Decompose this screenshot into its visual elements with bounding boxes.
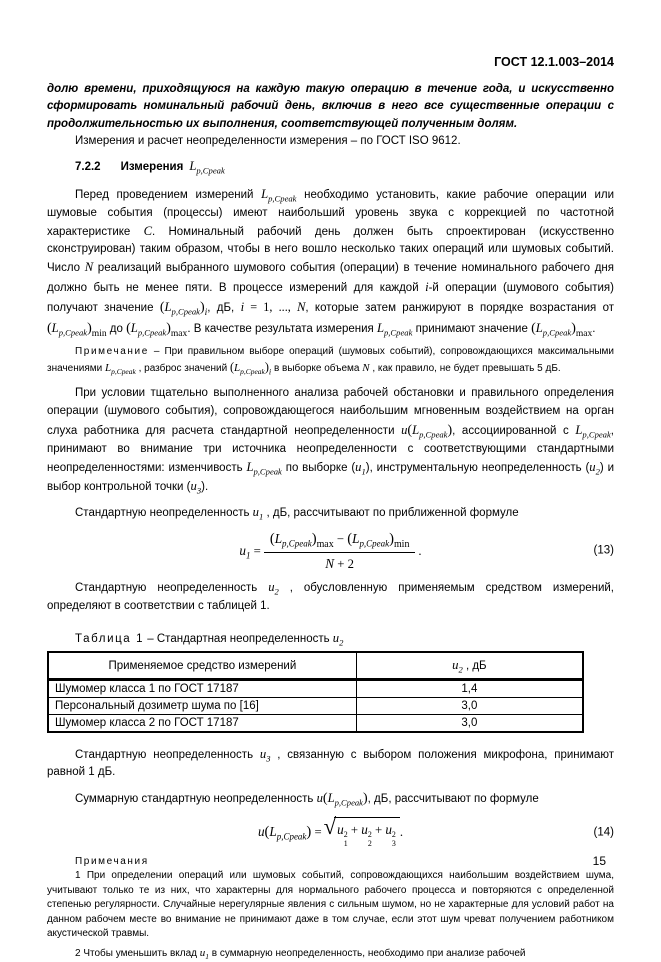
formula-14-lhs: $u(L_{p,Cpeak})$ =	[257, 824, 322, 842]
paragraph-measurement-reference: Измерения и расчет неопределенности измерения – по ГОСТ ISO 9612.	[75, 134, 461, 147]
radical-sign: √	[323, 813, 337, 839]
table-header-u2: $u_2$ , дБ	[356, 652, 583, 680]
formula-13-lhs: $u_1$ =	[239, 543, 261, 561]
note-2: 2 Чтобы уменьшить вклад $u_1$ в суммарную неопределенность, необходимо при анализе рабочей	[75, 946, 526, 961]
table-cell-device: Персональный дозиметр шума по [16]	[48, 698, 356, 715]
uncertainty-table	[47, 651, 584, 733]
square-root	[323, 813, 400, 849]
formula-13-fraction	[264, 530, 416, 573]
table-row	[48, 715, 583, 733]
table-header-device: Применяемое средство измерений	[48, 652, 356, 680]
paragraph-uncertainty-sources: При условии тщательно выполненного анализа рабочей обстановки и правильного определения операции (шумового события), сопровождающегося наибольшим мгновенным воздействием на орган слуха работника для расчета стандартной неопределенности $u(L_{p,Cpeak})$, ассоциированной с $L_{p,Cpeak}$, принимают во внимание три источника неопределенности с соответствующими стандартными неопределенностями: изменчивость $L_{p,Cpeak}$ по выборке $(u_1)$, инструментальную неопределенность $(u_2)$ и выбор контрольной точки $(u_3)$.	[47, 387, 614, 496]
fraction-denominator: N + 2	[325, 555, 354, 571]
formula-14-number: (14)	[593, 826, 614, 839]
paragraph-intro-continuation: долю времени, приходящуюся на каждую такую операцию в течение года, и искусственно сформировать номинальный рабочий день, включив в него все существенные операции с продолжительностью их выполнения, соответствующей полученным долям.	[47, 83, 614, 130]
table-row	[48, 680, 583, 698]
table-header-row	[48, 652, 583, 680]
table-row	[48, 698, 583, 715]
paragraph-std-uncertainty-u3: Стандартную неопределенность $u_3$ , связанную с выбором положения микрофона, принимают равной 1 дБ.	[47, 747, 614, 779]
paragraph-std-uncertainty-u2: Стандартную неопределенность $u_2$ , обусловленную применяемым средством измерений, определяют в соответствии с таблицей 1.	[47, 580, 615, 612]
paragraph-std-uncertainty-u1: Стандартную неопределенность $u_1$ , дБ, рассчитывают по приближенной формуле	[75, 504, 519, 522]
table-cell-value: 1,4	[356, 680, 583, 698]
document-header-title: ГОСТ 12.1.003–2014	[494, 55, 614, 69]
formula-14-equation	[257, 813, 404, 849]
table-caption: Таблица 1 – Стандартная неопределенность $u_2$	[75, 630, 344, 648]
notes-heading: Примечания	[75, 855, 149, 867]
table-cell-value: 3,0	[356, 715, 583, 733]
paragraph-summary-uncertainty: Суммарную стандартную неопределенность $u(L_{p,Cpeak})$, дБ, рассчитывают по формуле	[75, 789, 539, 808]
table-cell-device: Шумомер класса 1 по ГОСТ 17187	[48, 680, 356, 698]
table-cell-device: Шумомер класса 2 по ГОСТ 17187	[48, 715, 356, 733]
section-heading-7-2-2: 7.2.2 Измерения $L_{p,Cpeak}$	[75, 159, 225, 176]
table-cell-value: 3,0	[356, 698, 583, 715]
formula-14	[47, 813, 614, 849]
formula-13	[47, 530, 614, 573]
formula-13-number: (13)	[593, 544, 614, 557]
formula-13-trailing: .	[418, 543, 422, 558]
formula-13-equation	[239, 530, 421, 573]
note-sample-spread: Примечание – При правильном выборе операций (шумовых событий), сопровождающихся максимальными значениями $L_{p,Cpeak}$ , разброс значений $(L_{p,Cpeak})_i$ в выборке объема N , как правило, не будет превышать 5 дБ.	[47, 345, 614, 377]
radicand: u 2 1 + u 2 2 + u 2 3	[334, 817, 400, 849]
page-number: 15	[592, 854, 606, 868]
formula-14-trailing: .	[399, 825, 404, 840]
paragraph-before-measurements: Перед проведением измерений $L_{p,Cpeak}$ необходимо установить, какие рабочие операции или шумовые события (процессы) имеют наибольший уровень звука с коррекцией по частотной характеристике C. Номинальный рабочий день должен быть спроектирован (искусственно сконструирован) таким образом, чтобы в него вошло несколько таких операций или шумовых событий. Число N реализаций выбранного шумового события (операции) в течение номинального рабочего дня должно быть не менее пяти. В процессе измерений для каждой i-й операции (шумового события) получают значение $(L_{p,Cpeak})_i$, дБ, i = 1, ..., N, которые затем ранжируют в порядке возрастания от $(L_{p,Cpeak})_{min}$ до $(L_{p,Cpeak})_{max}$. В качестве результата измерения $L_{p,Cpeak}$ принимают значение $(L_{p,Cpeak})_{max}$.	[47, 187, 615, 339]
note-1: 1 При определении операций или шумовых событий, сопровождающихся наибольшим воздействием шума, учитывают только те из них, что характерны для нормального рабочего процесса и повторяются с определенной степенью регулярности. Случайные нерегулярные явления с сильным шумом, но не характерные для условий работ на данном рабочем месте во внимание не принимают даже в том случае, если этот шум чреват получением работником акустической травмы.	[47, 870, 614, 940]
fraction-numerator: $(L_{p,Cpeak})_{max} - (L_{p,Cpeak})_{min}$	[264, 530, 416, 553]
